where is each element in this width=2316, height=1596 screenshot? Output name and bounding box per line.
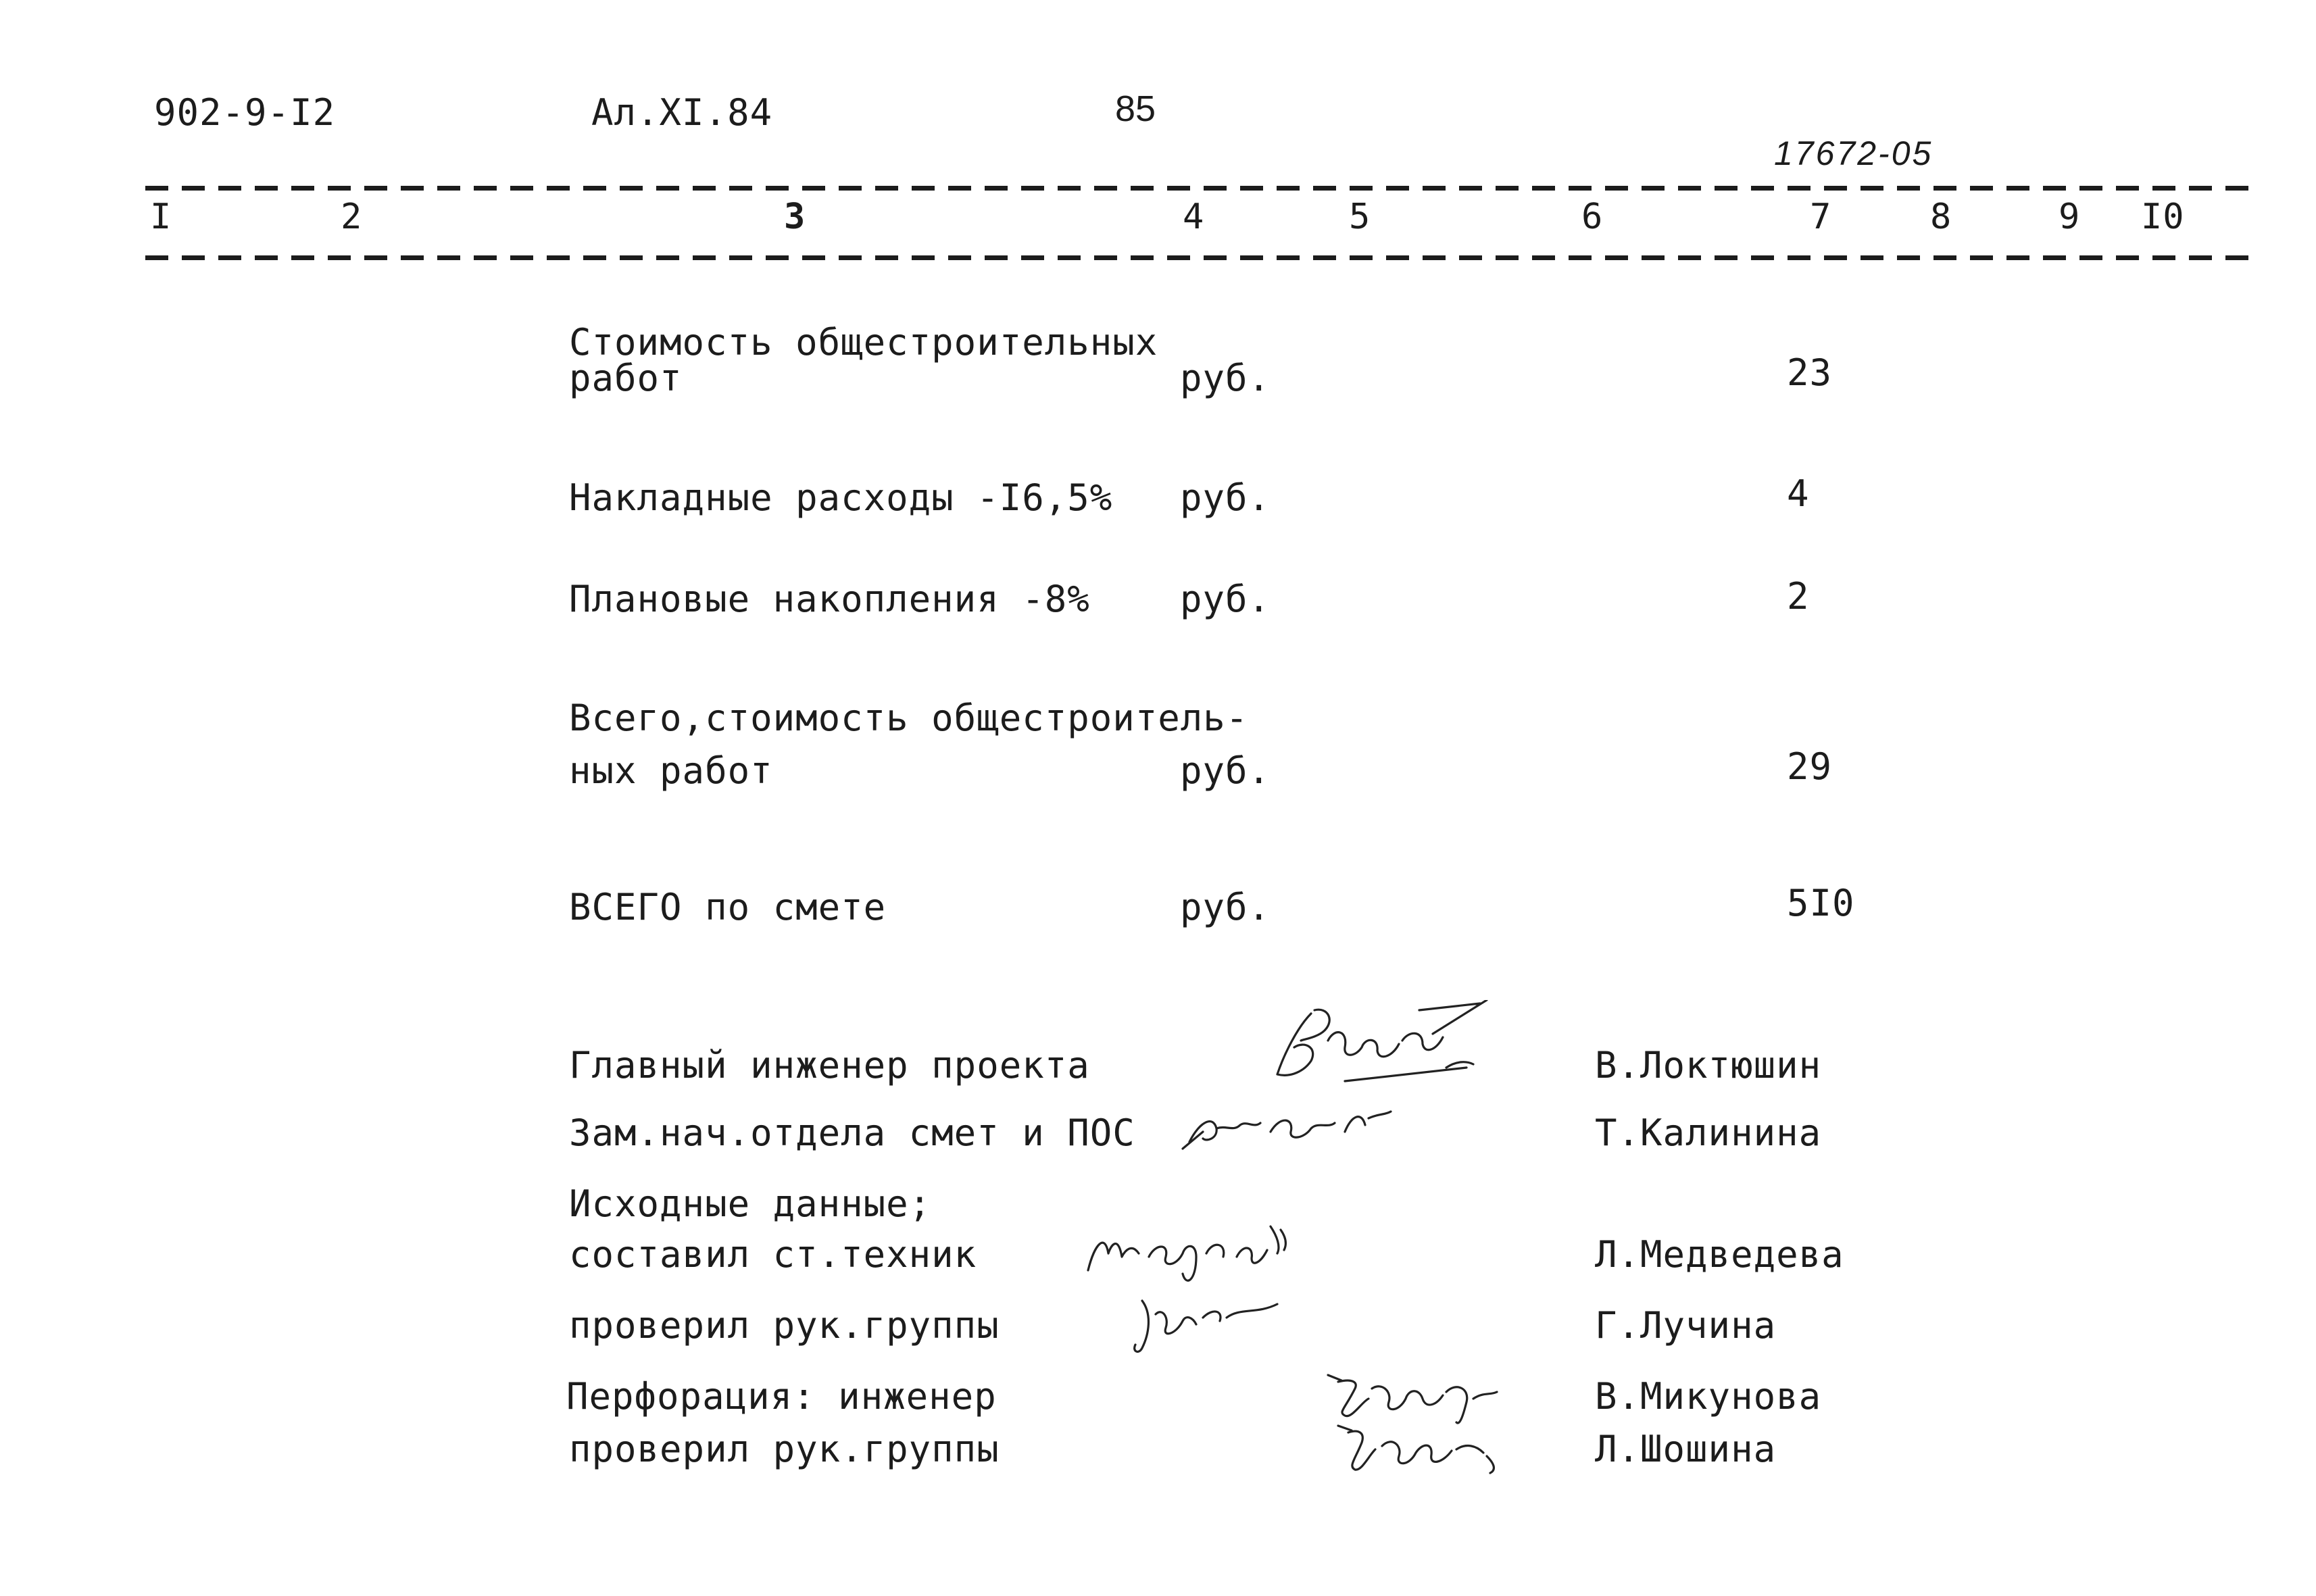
row-amount: 5I0 [1787,882,1855,924]
signatory-role: Зам.нач.отдела смет и ПОС [569,1112,1135,1154]
column-header: 3 [784,197,806,237]
signatory-name: Г.Лучина [1595,1304,1777,1347]
signatory-name: Т.Калинина [1595,1112,1822,1154]
signatory-name: Л.Медведева [1595,1233,1844,1276]
column-header: 9 [2059,197,2081,237]
row-description-cont: работ [569,357,683,399]
column-header: 7 [1810,197,1832,237]
column-header: I [150,197,172,237]
stamp-number: 17672-05 [1774,134,1933,172]
header-top-rule [145,186,2261,191]
handwritten-signature [1264,1000,1494,1095]
album-reference: Ал.XI.84 [591,91,773,134]
signatory-name: Л.Шошина [1595,1428,1777,1470]
signatory-role: Главный инженер проекта [569,1044,1090,1087]
signatory-role: проверил рук.группы [569,1304,1000,1347]
signatory-name: В.Микунова [1595,1375,1822,1418]
row-description: Накладные расходы -I6,5% [569,476,1113,519]
document-code: 902-9-I2 [154,91,336,134]
signatory-role: Перфорация: инженер [566,1375,997,1418]
section-heading: Исходные данные; [569,1182,932,1225]
row-amount: 23 [1787,351,1833,394]
row-amount: 29 [1787,745,1833,788]
row-amount: 2 [1787,575,1810,618]
row-description: Плановые накопления -8% [569,578,1090,620]
column-header: 4 [1183,197,1205,237]
handwritten-signature [1176,1101,1419,1155]
row-description: ВСЕГО по смете [569,886,887,928]
row-unit: руб. [1180,476,1271,519]
header-bottom-rule [145,255,2261,260]
row-description: Стоимость общестроительных [569,321,1158,364]
row-amount: 4 [1787,472,1810,515]
handwritten-signature [1331,1416,1507,1483]
row-unit: руб. [1180,578,1271,620]
column-header: 6 [1581,197,1604,237]
row-description-cont: ных работ [569,749,773,792]
row-description: Всего,стоимость общестроитель- [569,697,1249,739]
signatory-name: В.Локтюшин [1595,1044,1822,1087]
column-header: I0 [2141,197,2185,237]
row-unit: руб. [1180,749,1271,792]
handwritten-signature [1122,1287,1298,1362]
row-unit: руб. [1180,357,1271,399]
signatory-role: составил ст.техник [569,1233,977,1276]
handwritten-signature [1075,1216,1304,1291]
signatory-role: проверил рук.группы [569,1428,1000,1470]
page-number: 85 [1115,89,1156,129]
column-header: 2 [341,197,363,237]
column-header: 5 [1349,197,1371,237]
row-unit: руб. [1180,886,1271,928]
column-header: 8 [1930,197,1952,237]
